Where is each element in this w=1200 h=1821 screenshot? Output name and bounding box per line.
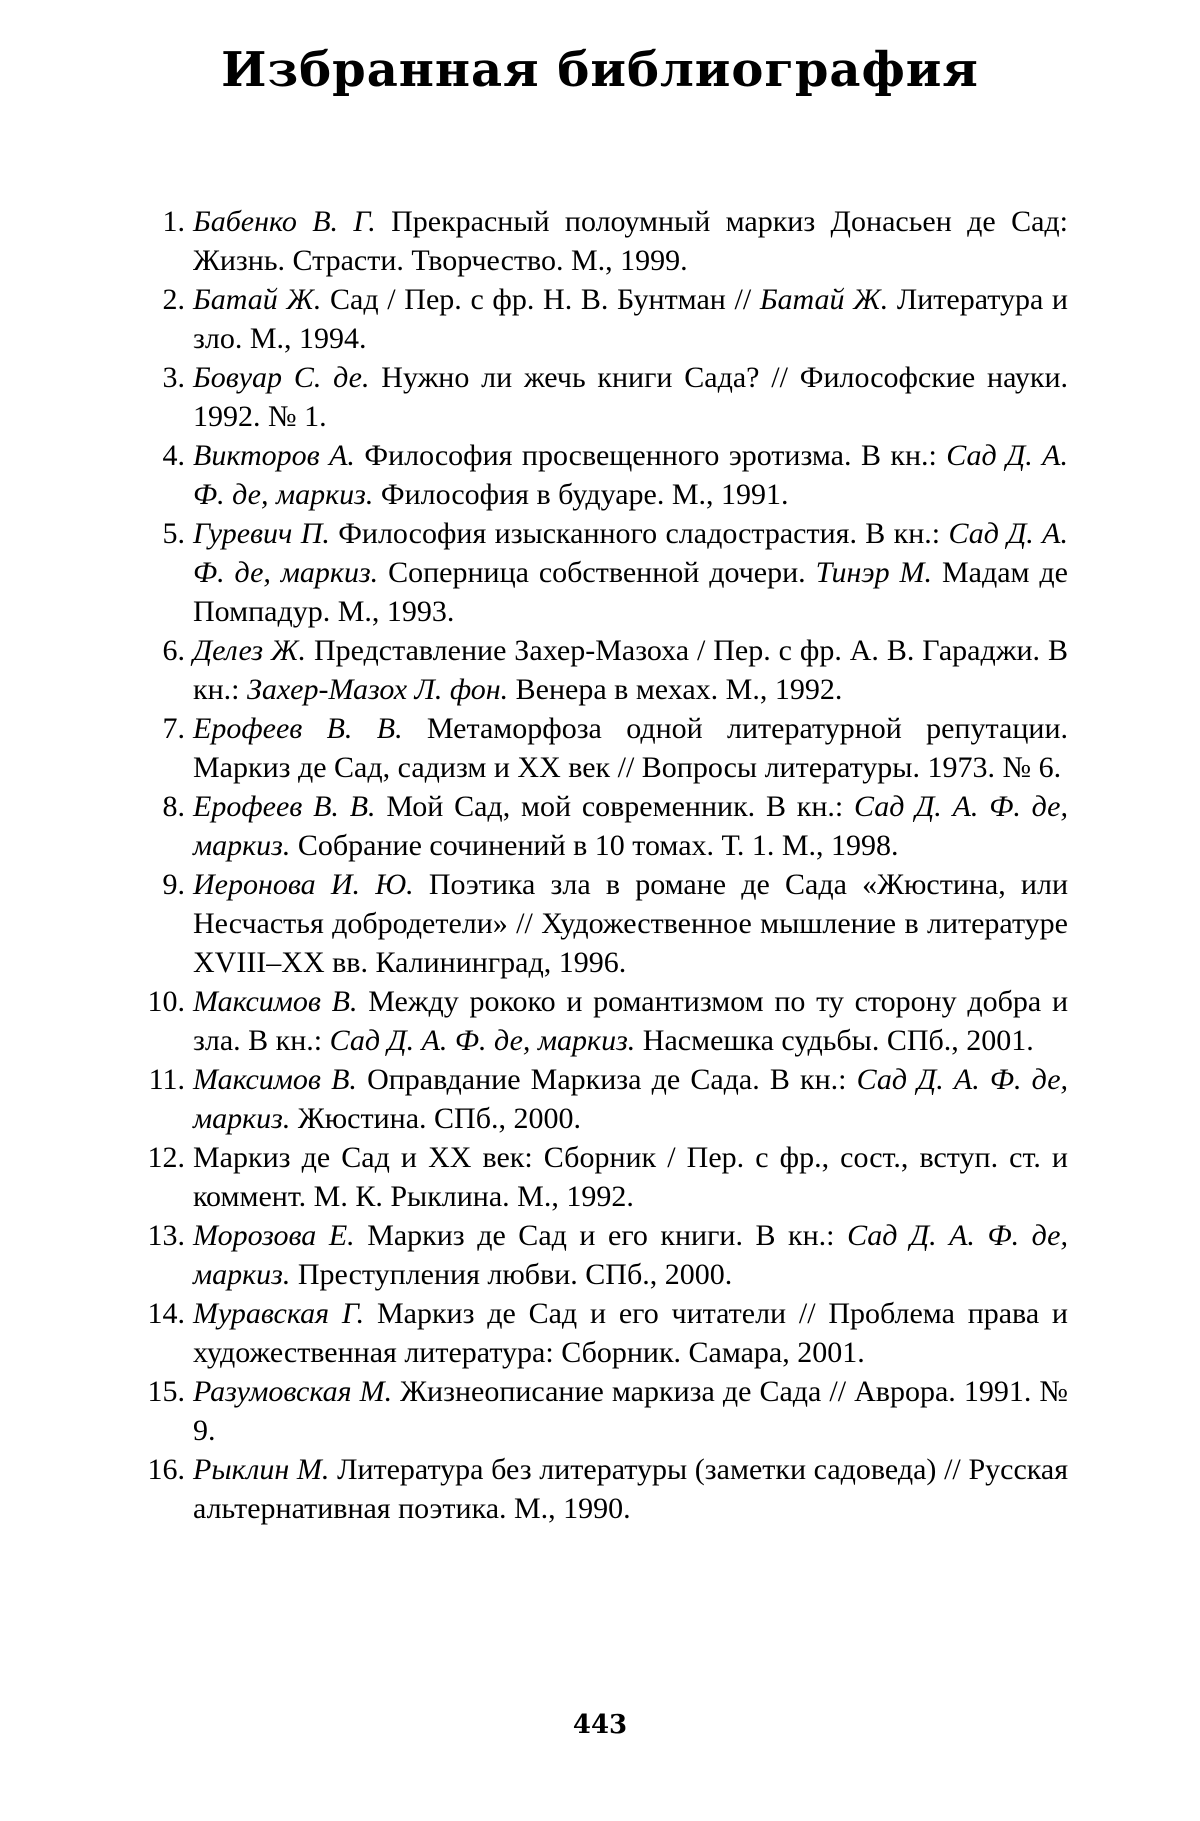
entry-author-italic: Рыклин М. (193, 1453, 330, 1486)
entry-author-italic: Сад Д. А. Ф. де, маркиз. (193, 790, 1069, 862)
entry-text-segment: Поэтика зла в романе де Сада «Жюстина, или Несчастья добродетели» // Художественное мышление в литературе XVIII–XX вв. Калининград, 1996. (193, 868, 1068, 979)
entry-text (193, 709, 1068, 787)
bibliography-entry (128, 865, 1068, 982)
bibliography-entry (128, 1216, 1068, 1294)
entry-text (193, 631, 1068, 709)
entry-text-segment: Метаморфоза одной литературной репутации. Маркиз де Сад, садизм и XX век // Вопросы литературы. 1973. № 6. (193, 712, 1068, 784)
entry-text-segment: Маркиз де Сад и его книги. В кн.: (354, 1219, 848, 1252)
entry-number: 9. (162, 868, 185, 901)
entry-author-italic: Захер-Мазох Л. фон. (246, 673, 509, 706)
entry-number: 11. (148, 1063, 185, 1096)
entry-text-segment: Мой Сад, мой современник. В кн.: (375, 790, 855, 823)
entry-author-italic: Максимов В. (193, 985, 358, 1018)
entry-number: 14. (147, 1297, 185, 1330)
entry-text-segment: Между рококо и романтизмом по ту сторону добра и зла. В кн.: (193, 985, 1069, 1057)
entry-author-italic: Делез Ж. (193, 634, 307, 667)
entry-author-italic: Муравская Г. (193, 1297, 365, 1330)
entry-author-italic: Сад Д. А. Ф. де, маркиз. (193, 1219, 1068, 1291)
bibliography-entry (128, 709, 1068, 787)
bibliography-entry (128, 1450, 1068, 1528)
entry-text (193, 1294, 1068, 1372)
entry-text-segment: Маркиз де Сад и его читатели // Проблема права и художественная литература: Сборник. Самара, 2001. (193, 1297, 1068, 1369)
entry-author-italic: Бовуар С. де. (193, 361, 370, 394)
entry-number: 10. (147, 985, 185, 1018)
entry-text (193, 1216, 1068, 1294)
entry-author-italic: Иеронова И. Ю. (193, 868, 414, 901)
entry-text (193, 280, 1068, 358)
entry-number: 1. (162, 205, 185, 238)
entry-text-segment: Мадам де Помпадур. М., 1993. (193, 556, 1068, 628)
entry-text-segment: Венера в мехах. М., 1992. (508, 673, 843, 706)
entry-number: 16. (147, 1453, 185, 1486)
entry-author-italic: Разумовская М. (193, 1375, 393, 1408)
entry-text-segment: Философия в будуаре. М., 1991. (373, 478, 789, 511)
entry-number: 3. (162, 361, 185, 394)
page-number: 443 (572, 1710, 628, 1740)
bibliography-entry (128, 358, 1068, 436)
entry-text-segment: Жизнеописание маркиза де Сада // Аврора. 1991. № 9. (193, 1375, 1068, 1447)
entry-text-segment: Жюстина. СПб., 2000. (290, 1102, 581, 1135)
entry-text (193, 436, 1068, 514)
bibliography-entry (128, 436, 1068, 514)
entry-author-italic: Сад Д. А. Ф. де, маркиз. (193, 1063, 1069, 1135)
bibliography-entry (128, 982, 1068, 1060)
bibliography-entry (128, 1060, 1068, 1138)
bibliography-entry (128, 280, 1068, 358)
entry-author-italic: Морозова Е. (193, 1219, 355, 1252)
bibliography-entry (128, 1294, 1068, 1372)
entry-text-segment: Преступления любви. СПб., 2000. (290, 1258, 733, 1291)
entry-text (193, 358, 1068, 436)
entry-author-italic: Батай Ж. (759, 283, 889, 316)
bibliography-entry (128, 202, 1068, 280)
entry-number: 7. (162, 712, 185, 745)
entry-text (193, 982, 1068, 1060)
entry-text (193, 1372, 1068, 1450)
entry-text (193, 1450, 1068, 1528)
bibliography-entry (128, 1372, 1068, 1450)
entry-text-segment: Насмешка судьбы. СПб., 2001. (635, 1024, 1034, 1057)
entry-author-italic: Сад Д. А. Ф. де, маркиз. (193, 439, 1068, 511)
entry-text-segment: Собрание сочинений в 10 томах. Т. 1. М., 1998. (290, 829, 899, 862)
bibliography-entry (128, 514, 1068, 631)
entry-author-italic: Ерофеев В. В. (193, 790, 376, 823)
entry-author-italic: Батай Ж. (193, 283, 322, 316)
entry-author-italic: Гуревич П. (193, 517, 330, 550)
entry-text-segment: Литература и зло. М., 1994. (193, 283, 1068, 355)
entry-author-italic: Бабенко В. Г. (193, 205, 376, 238)
entry-number: 2. (162, 283, 185, 316)
entry-text-segment: Маркиз де Сад и XX век: Сборник / Пер. с фр., сост., вступ. ст. и коммент. М. К. Рыклина. М., 1992. (193, 1141, 1068, 1213)
entry-text-segment: Соперница собственной дочери. (378, 556, 816, 589)
entry-text-segment: Литература без литературы (заметки садоведа) // Русская альтернативная поэтика. М., 1990. (193, 1453, 1068, 1525)
entry-text (193, 865, 1068, 982)
entry-text (193, 1138, 1068, 1216)
entry-text (193, 787, 1068, 865)
entry-text (193, 1060, 1068, 1138)
entry-number: 13. (147, 1219, 185, 1252)
entry-text (193, 514, 1068, 631)
entry-text-segment: Нужно ли жечь книги Сада? // Философские науки. 1992. № 1. (193, 361, 1068, 433)
bibliography-entry (128, 1138, 1068, 1216)
entry-number: 12. (147, 1141, 185, 1174)
entry-number: 4. (162, 439, 185, 472)
entry-author-italic: Сад Д. А. Ф. де, маркиз. (193, 517, 1068, 589)
entry-author-italic: Тинэр М. (815, 556, 933, 589)
entry-text-segment: Философия просвещенного эротизма. В кн.: (354, 439, 947, 472)
entry-number: 15. (147, 1375, 185, 1408)
entry-author-italic: Сад Д. А. Ф. де, маркиз. (329, 1024, 636, 1057)
entry-number: 8. (162, 790, 185, 823)
entry-author-italic: Ерофеев В. В. (193, 712, 403, 745)
entry-text-segment: Представление Захер-Мазоха / Пер. с фр. А. В. Гараджи. В кн.: (193, 634, 1068, 706)
bibliography-entry (128, 631, 1068, 709)
entry-text-segment: Философия изысканного сладострастия. В кн.: (329, 517, 949, 550)
entry-text-segment: Оправдание Маркиза де Сада. В кн.: (356, 1063, 857, 1096)
entry-text-segment: Прекрасный полоумный маркиз Донасьен де Сад: Жизнь. Страсти. Творчество. М., 1999. (193, 205, 1068, 277)
entry-text-segment: Сад / Пер. с фр. Н. В. Бунтман // (321, 283, 760, 316)
page-title: Избранная библиография (221, 42, 979, 98)
bibliography-entry (128, 787, 1068, 865)
bibliography-list (128, 202, 1068, 1528)
entry-author-italic: Викторов А. (193, 439, 355, 472)
entry-number: 5. (162, 517, 185, 550)
entry-number: 6. (162, 634, 185, 667)
entry-text (193, 202, 1068, 280)
entry-author-italic: Максимов В. (193, 1063, 357, 1096)
